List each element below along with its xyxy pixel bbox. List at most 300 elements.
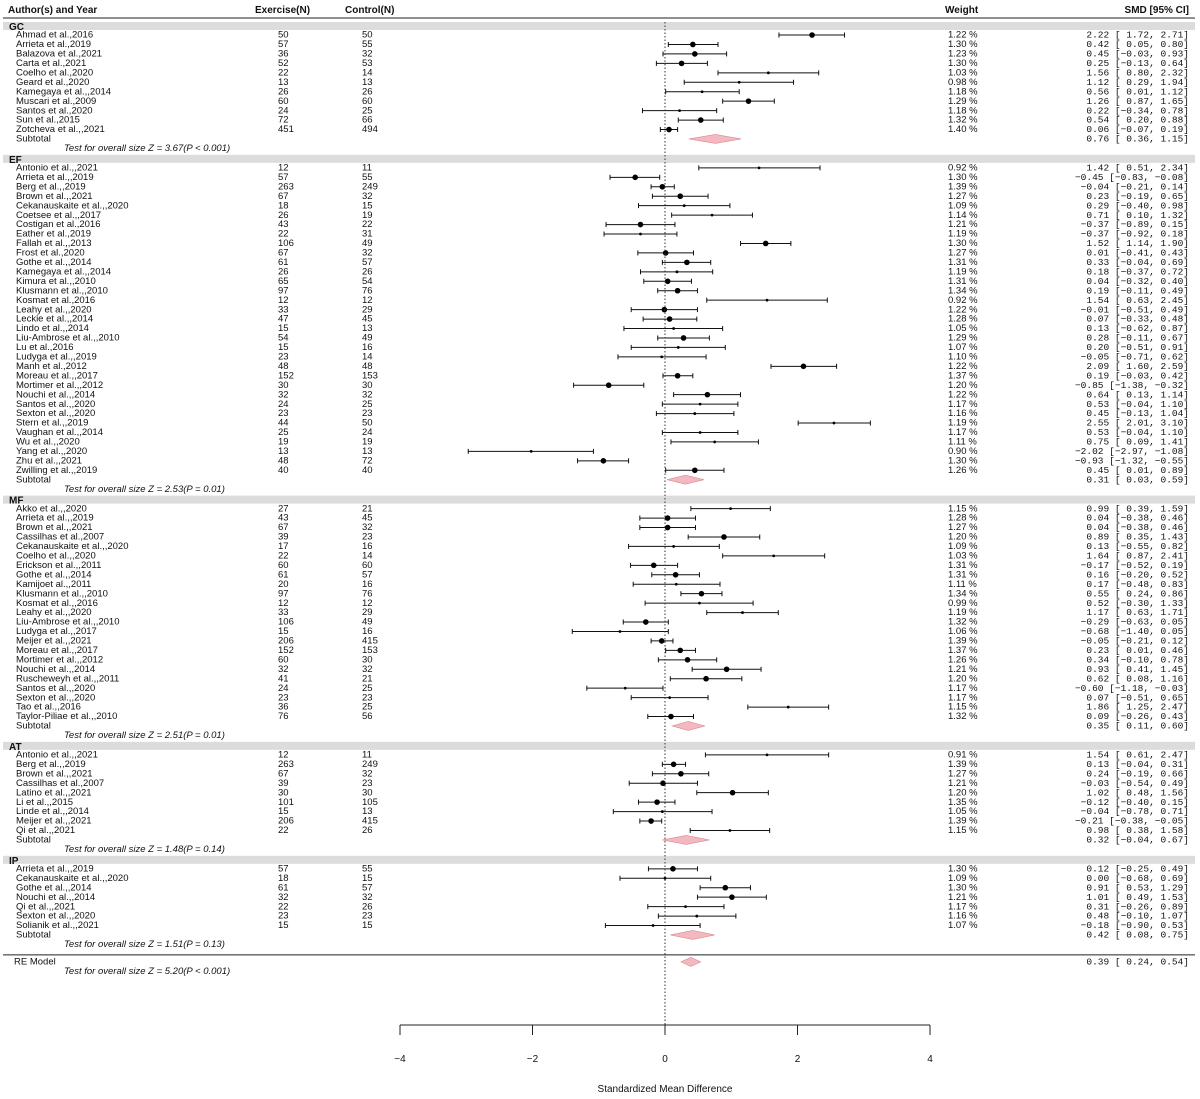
exercise-n: 24	[278, 105, 289, 117]
weight-value: 1.32 %	[948, 114, 978, 126]
control-n: 45	[362, 313, 373, 325]
weight-value: 1.09 %	[948, 200, 978, 212]
study-label: Qi et al.,,2021	[16, 825, 76, 837]
smd-ci-value: −0.17 [−0.52, 0.19]	[1080, 559, 1189, 571]
smd-ci-value: −0.29 [−0.63, 0.05]	[1080, 616, 1189, 628]
study-label: Eather et al.,2019	[16, 228, 91, 240]
effect-point	[705, 392, 711, 398]
control-n: 30	[362, 379, 373, 391]
study-label: Santos et al.,,2020	[16, 398, 96, 410]
smd-ci-value: 1.02 [ 0.48, 1.56]	[1086, 787, 1189, 799]
effect-point	[665, 515, 671, 521]
weight-value: 1.30 %	[948, 58, 978, 69]
study-label: Moreau et al.,,2017	[16, 370, 98, 382]
weight-value: 1.16 %	[948, 408, 978, 420]
study-label: Sexton et al.,,2020	[16, 408, 96, 420]
smd-ci-value: −0.93 [−1.32, −0.55]	[1074, 455, 1189, 467]
control-n: 23	[362, 531, 373, 543]
study-label: Santos et al.,,2020	[16, 682, 96, 694]
study-label: Klusmann et al.,,2010	[16, 588, 108, 600]
effect-point	[746, 98, 752, 104]
smd-ci-value: 1.17 [ 0.63, 1.71]	[1086, 607, 1189, 619]
weight-value: 1.22 %	[948, 304, 978, 316]
smd-ci-value: −0.45 [−0.83, −0.08]	[1074, 171, 1189, 183]
study-label: Ludyga et al.,,2019	[16, 351, 97, 363]
effect-point	[698, 602, 701, 605]
smd-ci-value: 0.09 [−0.26, 0.43]	[1086, 711, 1189, 723]
study-label: Balazova et al.,2021	[16, 48, 103, 60]
study-label: Leckie et al.,,2014	[16, 313, 94, 325]
header-control: Control(N)	[345, 5, 395, 16]
study-label: Muscari et al.,2009	[16, 95, 97, 107]
smd-ci-value: 0.18 [−0.37, 0.72]	[1086, 266, 1189, 278]
smd-ci-value: −0.60 [−1.18, −0.03]	[1074, 682, 1189, 694]
study-label: Wu et al.,,2020	[16, 436, 80, 448]
effect-point	[651, 563, 657, 569]
effect-point	[663, 250, 669, 256]
exercise-n: 106	[278, 238, 294, 250]
study-label: Coelho et al.,2020	[16, 67, 94, 79]
subtotal-diamond	[672, 721, 704, 730]
weight-value: 1.21 %	[948, 663, 978, 675]
weight-value: 1.22 %	[948, 389, 978, 401]
study-label: Zotcheva et al.,,2021	[16, 124, 105, 136]
exercise-n: 60	[278, 654, 289, 666]
control-n: 12	[362, 597, 373, 609]
smd-ci-value: 0.01 [−0.41, 0.43]	[1086, 247, 1189, 259]
exercise-n: 22	[278, 901, 289, 913]
study-label: Arrieta et al.,,2019	[16, 171, 94, 183]
subtotal-ci-value: 0.35 [ 0.11, 0.60]	[1086, 720, 1189, 732]
effect-point	[758, 166, 761, 169]
exercise-n: 30	[278, 379, 289, 391]
exercise-n: 22	[278, 228, 289, 240]
exercise-n: 25	[278, 427, 289, 439]
effect-point	[624, 687, 627, 690]
study-label: Kosmat et al.,2016	[16, 294, 96, 306]
study-label: Kamegaya et al.,,2014	[16, 86, 112, 98]
control-n: 55	[362, 171, 373, 183]
exercise-n: 33	[278, 304, 289, 316]
control-n: 14	[362, 550, 373, 562]
weight-value: 1.37 %	[948, 370, 978, 382]
group-label: IP	[9, 855, 19, 867]
weight-value: 1.14 %	[948, 209, 978, 221]
effect-point	[722, 885, 728, 891]
weight-value: 1.17 %	[948, 682, 978, 694]
weight-value: 1.30 %	[948, 455, 978, 467]
exercise-n: 67	[278, 190, 289, 202]
overall-size-test: Test for overall size Z = 2.53(P = 0.01)	[64, 483, 225, 495]
effect-point	[673, 572, 679, 578]
subtotal-label: Subtotal	[16, 929, 51, 941]
control-n: 32	[362, 522, 373, 534]
overall-ci-value: 0.39 [ 0.24, 0.54]	[1086, 956, 1189, 968]
weight-value: 1.17 %	[948, 398, 978, 410]
effect-point	[681, 335, 687, 341]
weight-value: 1.34 %	[948, 588, 978, 600]
smd-ci-value: 1.56 [ 0.80, 2.32]	[1086, 67, 1189, 79]
smd-ci-value: 1.26 [ 0.87, 1.65]	[1086, 95, 1189, 107]
exercise-n: 26	[278, 86, 289, 98]
weight-value: 1.05 %	[948, 806, 978, 818]
weight-value: 1.20 %	[948, 379, 978, 391]
weight-value: 1.16 %	[948, 910, 978, 922]
control-n: 13	[362, 446, 373, 457]
control-n: 53	[362, 58, 373, 69]
control-n: 12	[362, 294, 373, 306]
study-label: Li et al.,,2015	[16, 796, 74, 808]
control-n: 15	[362, 200, 373, 212]
smd-ci-value: 0.45 [ 0.01, 0.89]	[1086, 464, 1189, 476]
smd-ci-value: −0.18 [−0.90, 0.53]	[1080, 920, 1189, 932]
weight-value: 1.11 %	[948, 578, 977, 590]
effect-point	[660, 355, 663, 358]
subtotal-label: Subtotal	[16, 474, 51, 486]
smd-ci-value: 0.25 [−0.13, 0.64]	[1086, 58, 1189, 69]
exercise-n: 57	[278, 863, 289, 875]
control-n: 494	[362, 124, 378, 136]
subtotal-label: Subtotal	[16, 133, 51, 145]
smd-ci-value: 0.17 [−0.48, 0.83]	[1086, 578, 1189, 590]
smd-ci-value: 1.64 [ 0.87, 2.41]	[1086, 550, 1189, 562]
overall-size-test: Test for overall size Z = 1.51(P = 0.13)	[64, 939, 225, 951]
smd-ci-value: 0.12 [−0.25, 0.49]	[1086, 863, 1189, 875]
effect-point	[668, 714, 674, 720]
effect-point	[660, 184, 666, 190]
control-n: 29	[362, 304, 373, 316]
weight-value: 1.27 %	[948, 522, 978, 534]
smd-ci-value: 0.64 [ 0.13, 1.14]	[1086, 389, 1189, 401]
exercise-n: 44	[278, 417, 289, 429]
weight-value: 0.91 %	[948, 749, 978, 761]
exercise-n: 60	[278, 559, 289, 571]
effect-point	[684, 905, 687, 908]
smd-ci-value: 0.33 [−0.04, 0.69]	[1086, 257, 1189, 268]
study-label: Vaughan et al.,,2014	[16, 427, 103, 439]
weight-value: 1.22 %	[948, 360, 978, 372]
effect-point	[675, 373, 681, 379]
smd-ci-value: 0.31 [−0.26, 0.89]	[1086, 901, 1189, 913]
smd-ci-value: 0.99 [ 0.39, 1.59]	[1086, 503, 1189, 515]
effect-point	[730, 790, 736, 796]
control-n: 45	[362, 512, 373, 524]
weight-value: 1.21 %	[948, 219, 978, 231]
weight-value: 1.07 %	[948, 342, 978, 354]
exercise-n: 22	[278, 550, 289, 562]
effect-point	[711, 214, 714, 217]
control-n: 54	[362, 275, 373, 287]
exercise-n: 206	[278, 635, 294, 647]
weight-value: 1.39 %	[948, 181, 978, 193]
weight-value: 1.32 %	[948, 711, 978, 723]
effect-point	[801, 364, 807, 370]
control-n: 40	[362, 464, 373, 476]
effect-point	[654, 799, 660, 805]
study-label: Berg et al.,,2019	[16, 181, 86, 193]
control-n: 57	[362, 882, 373, 894]
weight-value: 1.19 %	[948, 228, 978, 240]
x-tick-label: 2	[794, 1054, 801, 1065]
exercise-n: 50	[278, 29, 289, 41]
weight-value: 1.28 %	[948, 512, 978, 524]
weight-value: 1.35 %	[948, 796, 978, 808]
smd-ci-value: 0.16 [−0.20, 0.52]	[1086, 569, 1189, 581]
smd-ci-value: 0.75 [ 0.09, 1.41]	[1086, 436, 1189, 448]
weight-value: 1.22 %	[948, 29, 978, 41]
control-n: 13	[362, 76, 373, 88]
control-n: 48	[362, 360, 373, 372]
study-label: Latino et al.,,2021	[16, 787, 92, 799]
weight-value: 1.20 %	[948, 787, 978, 799]
smd-ci-value: 0.23 [−0.19, 0.65]	[1086, 190, 1189, 202]
control-n: 32	[362, 247, 373, 259]
weight-value: 1.15 %	[948, 825, 978, 837]
smd-ci-value: 0.45 [−0.13, 1.04]	[1086, 408, 1189, 420]
weight-value: 1.21 %	[948, 891, 978, 903]
exercise-n: 97	[278, 588, 289, 600]
weight-value: 1.21 %	[948, 777, 978, 789]
header-study: Author(s) and Year	[8, 5, 98, 16]
exercise-n: 263	[278, 181, 294, 193]
study-label: Brown et al.,,2021	[16, 768, 93, 780]
control-n: 32	[362, 48, 373, 60]
study-label: Klusmann et al.,,2010	[16, 285, 108, 297]
weight-value: 0.90 %	[948, 446, 978, 457]
exercise-n: 20	[278, 578, 289, 590]
study-label: Qi et al.,,2021	[16, 901, 76, 913]
weight-value: 1.26 %	[948, 654, 978, 666]
study-label: Gothe et al.,,2014	[16, 257, 92, 268]
exercise-n: 19	[278, 436, 289, 448]
weight-value: 1.30 %	[948, 171, 978, 183]
study-label: Carta et al.,2021	[16, 58, 87, 69]
weight-value: 1.30 %	[948, 863, 978, 875]
effect-point	[695, 915, 698, 918]
overall-size-test: Test for overall size Z = 1.48(P = 0.14)	[64, 844, 225, 855]
smd-ci-value: 0.93 [ 0.41, 1.45]	[1086, 663, 1189, 675]
weight-value: 1.03 %	[948, 67, 978, 79]
control-n: 50	[362, 417, 373, 429]
smd-ci-value: 0.98 [ 0.38, 1.58]	[1086, 825, 1189, 837]
control-n: 25	[362, 682, 373, 694]
weight-value: 1.19 %	[948, 607, 978, 619]
smd-ci-value: −0.01 [−0.51, 0.49]	[1080, 304, 1189, 316]
weight-value: 1.32 %	[948, 616, 978, 628]
exercise-n: 24	[278, 682, 289, 694]
effect-point	[741, 611, 744, 614]
effect-point	[690, 42, 696, 48]
effect-point	[685, 657, 691, 663]
control-n: 22	[362, 219, 373, 231]
exercise-n: 65	[278, 275, 289, 287]
exercise-n: 32	[278, 663, 289, 675]
exercise-n: 48	[278, 455, 289, 467]
effect-point	[809, 32, 815, 38]
effect-point	[652, 924, 655, 927]
study-label: Nouchi et al.,,2014	[16, 389, 96, 401]
study-label: Manh et al.,2012	[16, 360, 87, 372]
group-label: MF	[9, 495, 24, 507]
study-label: Tao et al.,,2016	[16, 701, 81, 713]
control-n: 76	[362, 588, 373, 600]
effect-point	[639, 233, 642, 236]
exercise-n: 106	[278, 616, 294, 628]
smd-ci-value: 0.00 [−0.68, 0.69]	[1086, 872, 1189, 884]
exercise-n: 23	[278, 351, 289, 363]
smd-ci-value: 0.53 [−0.04, 1.10]	[1086, 427, 1189, 439]
weight-value: 1.09 %	[948, 872, 978, 884]
effect-point	[766, 753, 769, 756]
study-label: Kamegaya et al.,,2014	[16, 266, 112, 278]
subtotal-diamond	[662, 835, 709, 844]
control-n: 32	[362, 663, 373, 675]
exercise-n: 12	[278, 162, 289, 174]
control-n: 23	[362, 408, 373, 420]
weight-value: 1.05 %	[948, 323, 978, 335]
smd-ci-value: 0.48 [−0.10, 1.07]	[1086, 910, 1189, 922]
effect-point	[721, 534, 727, 540]
effect-point	[738, 81, 741, 84]
exercise-n: 36	[278, 701, 289, 713]
exercise-n: 152	[278, 370, 294, 382]
group-label: EF	[9, 154, 22, 166]
exercise-n: 24	[278, 398, 289, 410]
exercise-n: 57	[278, 171, 289, 183]
effect-point	[675, 583, 678, 586]
effect-point	[766, 299, 769, 302]
exercise-n: 97	[278, 285, 289, 297]
weight-value: 1.27 %	[948, 247, 978, 259]
x-tick-label: 0	[662, 1054, 668, 1065]
subtotal-label: Subtotal	[16, 720, 51, 732]
smd-ci-value: 1.54 [ 0.61, 2.47]	[1086, 749, 1189, 761]
smd-ci-value: 0.23 [ 0.01, 0.46]	[1086, 645, 1189, 656]
exercise-n: 12	[278, 597, 289, 609]
control-n: 19	[362, 209, 373, 221]
weight-value: 1.30 %	[948, 39, 978, 51]
weight-value: 1.29 %	[948, 95, 978, 107]
smd-ci-value: 1.12 [ 0.29, 1.94]	[1086, 76, 1189, 88]
smd-ci-value: 0.20 [−0.51, 0.91]	[1086, 342, 1189, 354]
study-label: Cekanauskaite et al.,,2020	[16, 200, 129, 212]
overall-label: RE Model	[14, 956, 56, 968]
study-label: Akko et al.,,2020	[16, 503, 87, 515]
effect-point	[606, 382, 612, 388]
smd-ci-value: 0.29 [−0.40, 0.98]	[1086, 200, 1189, 212]
smd-ci-value: −0.12 [−0.40, 0.15]	[1080, 796, 1189, 808]
effect-point	[729, 894, 735, 900]
weight-value: 1.07 %	[948, 920, 978, 932]
subtotal-label: Subtotal	[16, 834, 51, 846]
control-n: 29	[362, 607, 373, 619]
smd-ci-value: 0.06 [−0.07, 0.19]	[1086, 124, 1189, 136]
effect-point	[677, 648, 683, 654]
effect-point	[767, 71, 770, 74]
exercise-n: 41	[278, 673, 289, 685]
study-label: Arrieta et al.,,2019	[16, 512, 94, 524]
weight-value: 1.17 %	[948, 692, 978, 704]
control-n: 24	[362, 427, 373, 439]
study-label: Fallah et al.,,2013	[16, 238, 92, 250]
exercise-n: 15	[278, 920, 289, 932]
study-label: Yang et al.,,2020	[16, 446, 88, 457]
smd-ci-value: 2.09 [ 1.60, 2.59]	[1086, 360, 1189, 372]
study-label: Mortimer et al.,,2012	[16, 654, 104, 666]
subtotal-ci-value: 0.76 [ 0.36, 1.15]	[1086, 133, 1189, 145]
effect-point	[679, 61, 685, 67]
overall-diamond	[681, 957, 701, 966]
study-label: Cassilhas et al.,2007	[16, 777, 105, 789]
study-label: Frost et al.,2020	[16, 247, 85, 259]
effect-point	[672, 327, 675, 330]
control-n: 31	[362, 228, 373, 240]
study-label: Leahy et al.,,2020	[16, 304, 92, 316]
weight-value: 1.11 %	[948, 436, 977, 448]
control-n: 153	[362, 645, 378, 656]
study-label: Cekanauskaite et al.,,2020	[16, 541, 129, 553]
weight-value: 0.92 %	[948, 294, 978, 306]
smd-ci-value: 0.55 [ 0.24, 0.86]	[1086, 588, 1189, 600]
exercise-n: 23	[278, 408, 289, 420]
study-label: Solianik et al.,,2021	[16, 920, 99, 932]
smd-ci-value: 0.34 [−0.10, 0.78]	[1086, 654, 1189, 666]
study-label: Meijer et al.,,2021	[16, 635, 92, 647]
smd-ci-value: −0.05 [−0.71, 0.62]	[1080, 351, 1189, 363]
control-n: 23	[362, 910, 373, 922]
exercise-n: 67	[278, 247, 289, 259]
study-label: Stern et al.,,2019	[16, 417, 89, 429]
control-n: 26	[362, 825, 373, 837]
smd-ci-value: 0.42 [ 0.05, 0.80]	[1086, 39, 1189, 51]
effect-point	[530, 450, 533, 453]
exercise-n: 26	[278, 266, 289, 278]
effect-point	[643, 619, 649, 625]
subtotal-diamond	[667, 475, 704, 484]
control-n: 13	[362, 806, 373, 818]
effect-point	[601, 458, 607, 464]
weight-value: 1.29 %	[948, 332, 978, 344]
smd-ci-value: −0.04 [−0.21, 0.14]	[1080, 181, 1189, 193]
weight-value: 1.06 %	[948, 626, 978, 638]
exercise-n: 22	[278, 67, 289, 79]
effect-point	[648, 818, 654, 824]
control-n: 16	[362, 626, 373, 638]
smd-ci-value: 0.19 [−0.11, 0.49]	[1086, 285, 1189, 297]
study-label: Costigan et al.,2016	[16, 219, 101, 231]
exercise-n: 60	[278, 95, 289, 107]
study-label: Kamijoet al.,,2011	[16, 578, 92, 590]
exercise-n: 32	[278, 389, 289, 401]
header-smd: SMD [95% CI]	[1124, 5, 1189, 16]
group-band	[3, 856, 1195, 864]
exercise-n: 52	[278, 58, 289, 69]
exercise-n: 263	[278, 758, 294, 770]
study-label: Meijer et al.,,2021	[16, 815, 92, 827]
control-n: 249	[362, 758, 378, 770]
exercise-n: 43	[278, 512, 289, 524]
smd-ci-value: 1.52 [ 1.14, 1.90]	[1086, 238, 1189, 250]
study-label: Lu et al.,2016	[16, 342, 74, 354]
exercise-n: 15	[278, 323, 289, 335]
control-n: 25	[362, 701, 373, 713]
study-label: Lindo et al.,,2014	[16, 323, 89, 335]
control-n: 23	[362, 777, 373, 789]
effect-point	[667, 316, 673, 322]
x-axis	[394, 1025, 933, 1095]
effect-point	[675, 288, 681, 294]
smd-ci-value: −0.37 [−0.92, 0.18]	[1080, 228, 1189, 240]
